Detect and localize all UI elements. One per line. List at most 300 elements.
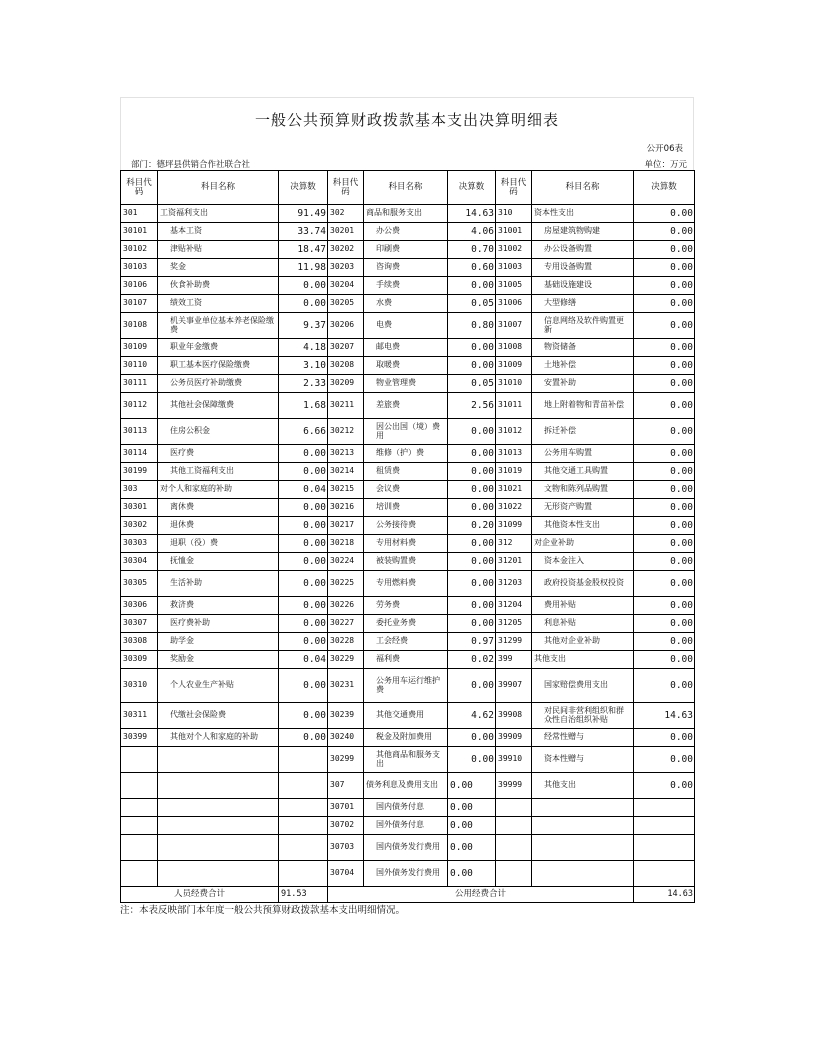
subject-code: 30305 xyxy=(121,571,158,597)
subject-name: 国家赔偿费用支出 xyxy=(532,669,634,703)
amount-value: 0.00 xyxy=(448,835,496,861)
subject-code: 31013 xyxy=(496,445,532,463)
subject-name: 其他工资福利支出 xyxy=(158,463,279,481)
amount-value: 91.49 xyxy=(279,205,328,223)
amount-value: 0.00 xyxy=(448,553,496,571)
amount-value: 4.18 xyxy=(279,339,328,357)
subject-code: 30215 xyxy=(328,481,364,499)
table-row xyxy=(121,223,695,241)
personnel-total-label: 人员经费合计 xyxy=(121,887,279,903)
amount-value: 0.00 xyxy=(448,597,496,615)
subject-code: 303 xyxy=(121,481,158,499)
subject-name: 信息网络及软件购置更新 xyxy=(532,313,634,339)
amount-value: 0.02 xyxy=(448,651,496,669)
subject-code: 30114 xyxy=(121,445,158,463)
subject-code: 301 xyxy=(121,205,158,223)
table-row xyxy=(121,861,695,887)
subject-code: 30109 xyxy=(121,339,158,357)
table-row xyxy=(121,393,695,419)
subject-name: 退休费 xyxy=(158,517,279,535)
subject-name: 专用燃料费 xyxy=(364,571,448,597)
subject-code: 30309 xyxy=(121,651,158,669)
subject-name: 费用补贴 xyxy=(532,597,634,615)
amount-value: 0.00 xyxy=(279,571,328,597)
subject-name: 公务用车购置 xyxy=(532,445,634,463)
subject-name: 无形资产购置 xyxy=(532,499,634,517)
amount-value: 3.10 xyxy=(279,357,328,375)
amount-value: 0.00 xyxy=(279,445,328,463)
table-row xyxy=(121,747,695,773)
subject-name: 资本性支出 xyxy=(532,205,634,223)
amount-value xyxy=(279,835,328,861)
subject-name: 办公设备购置 xyxy=(532,241,634,259)
subject-code: 312 xyxy=(496,535,532,553)
amount-value: 0.00 xyxy=(634,313,695,339)
subject-code: 30101 xyxy=(121,223,158,241)
amount-value: 0.00 xyxy=(279,277,328,295)
subject-name: 其他社会保障缴费 xyxy=(158,393,279,419)
subject-name: 物业管理费 xyxy=(364,375,448,393)
subject-code: 31008 xyxy=(496,339,532,357)
subject-code: 30204 xyxy=(328,277,364,295)
amount-value: 0.00 xyxy=(279,553,328,571)
subject-name: 税金及附加费用 xyxy=(364,729,448,747)
amount-value: 0.00 xyxy=(634,357,695,375)
subject-code: 30225 xyxy=(328,571,364,597)
expenditure-table xyxy=(120,170,695,903)
subject-name: 房屋建筑物购建 xyxy=(532,223,634,241)
amount-value: 0.00 xyxy=(279,295,328,313)
amount-value: 0.00 xyxy=(634,571,695,597)
subject-name: 对民间非营利组织和群众性自治组织补贴 xyxy=(532,703,634,729)
subject-name: 个人农业生产补贴 xyxy=(158,669,279,703)
table-row xyxy=(121,205,695,223)
subject-code: 30311 xyxy=(121,703,158,729)
subject-name xyxy=(158,861,279,887)
amount-value: 1.68 xyxy=(279,393,328,419)
subject-name: 其他交通费用 xyxy=(364,703,448,729)
subject-name xyxy=(158,747,279,773)
subject-code: 30107 xyxy=(121,295,158,313)
subject-name: 奖金 xyxy=(158,259,279,277)
subject-code: 39908 xyxy=(496,703,532,729)
table-row xyxy=(121,817,695,835)
subject-code: 30207 xyxy=(328,339,364,357)
subject-name: 公务用车运行维护费 xyxy=(364,669,448,703)
subject-code: 30201 xyxy=(328,223,364,241)
amount-value: 0.80 xyxy=(448,313,496,339)
amount-value: 0.00 xyxy=(448,861,496,887)
amount-value xyxy=(634,835,695,861)
amount-value: 0.00 xyxy=(634,669,695,703)
subject-code: 30227 xyxy=(328,615,364,633)
amount-value: 18.47 xyxy=(279,241,328,259)
subject-name: 工会经费 xyxy=(364,633,448,651)
subject-code: 31002 xyxy=(496,241,532,259)
subject-code: 31012 xyxy=(496,419,532,445)
amount-value: 0.60 xyxy=(448,259,496,277)
subject-name: 会议费 xyxy=(364,481,448,499)
amount-value xyxy=(279,773,328,799)
amount-value: 0.20 xyxy=(448,517,496,535)
subject-code: 30113 xyxy=(121,419,158,445)
report-meta xyxy=(120,140,694,170)
table-row xyxy=(121,535,695,553)
subject-code: 30212 xyxy=(328,419,364,445)
subject-code xyxy=(121,773,158,799)
amount-value: 4.62 xyxy=(448,703,496,729)
subject-name: 抚恤金 xyxy=(158,553,279,571)
subject-code: 31203 xyxy=(496,571,532,597)
amount-value: 0.00 xyxy=(634,259,695,277)
subject-code: 30224 xyxy=(328,553,364,571)
subject-code: 30703 xyxy=(328,835,364,861)
subject-name: 手续费 xyxy=(364,277,448,295)
table-row xyxy=(121,597,695,615)
amount-value: 0.00 xyxy=(279,729,328,747)
amount-value: 0.00 xyxy=(634,339,695,357)
amount-value xyxy=(634,799,695,817)
subject-code: 30229 xyxy=(328,651,364,669)
table-row xyxy=(121,651,695,669)
table-row xyxy=(121,633,695,651)
subject-code: 30203 xyxy=(328,259,364,277)
amount-value: 0.00 xyxy=(448,277,496,295)
subject-name xyxy=(158,799,279,817)
subject-code: 30110 xyxy=(121,357,158,375)
subject-code: 30308 xyxy=(121,633,158,651)
subject-name: 津贴补贴 xyxy=(158,241,279,259)
amount-value: 0.00 xyxy=(448,817,496,835)
subject-name xyxy=(158,773,279,799)
subject-code: 31205 xyxy=(496,615,532,633)
subject-name: 安置补助 xyxy=(532,375,634,393)
subject-code: 30213 xyxy=(328,445,364,463)
subject-code: 39910 xyxy=(496,747,532,773)
amount-value: 0.00 xyxy=(448,339,496,357)
subject-name: 救济费 xyxy=(158,597,279,615)
subject-name xyxy=(158,817,279,835)
subject-name: 其他对个人和家庭的补助 xyxy=(158,729,279,747)
subject-name: 政府投资基金股权投资 xyxy=(532,571,634,597)
amount-value: 0.04 xyxy=(279,481,328,499)
subject-name xyxy=(532,817,634,835)
subject-name: 代缴社会保险费 xyxy=(158,703,279,729)
amount-value: 0.00 xyxy=(634,633,695,651)
subject-name: 国内债务发行费用 xyxy=(364,835,448,861)
header-amount: 决算数 xyxy=(279,171,328,205)
amount-value: 2.33 xyxy=(279,375,328,393)
table-row xyxy=(121,481,695,499)
subject-code: 31201 xyxy=(496,553,532,571)
subject-code: 30111 xyxy=(121,375,158,393)
subject-code xyxy=(121,861,158,887)
subject-name: 经常性赠与 xyxy=(532,729,634,747)
subject-code: 31010 xyxy=(496,375,532,393)
amount-value: 2.56 xyxy=(448,393,496,419)
header-code: 科目代码 xyxy=(496,171,532,205)
subject-name: 国外债务发行费用 xyxy=(364,861,448,887)
amount-value: 0.00 xyxy=(448,499,496,517)
subject-code xyxy=(496,835,532,861)
subject-code: 307 xyxy=(328,773,364,799)
subject-name: 其他商品和服务支出 xyxy=(364,747,448,773)
subject-code: 30303 xyxy=(121,535,158,553)
subject-code: 31099 xyxy=(496,517,532,535)
subject-name: 助学金 xyxy=(158,633,279,651)
subject-code xyxy=(496,861,532,887)
amount-value: 0.00 xyxy=(634,747,695,773)
subject-code: 30211 xyxy=(328,393,364,419)
amount-value: 6.66 xyxy=(279,419,328,445)
amount-value: 0.00 xyxy=(634,499,695,517)
table-row xyxy=(121,703,695,729)
subject-code xyxy=(496,817,532,835)
amount-value: 0.00 xyxy=(634,375,695,393)
subject-name: 福利费 xyxy=(364,651,448,669)
subject-name: 退职（役）费 xyxy=(158,535,279,553)
table-row xyxy=(121,241,695,259)
subject-name: 印刷费 xyxy=(364,241,448,259)
subject-name: 专用材料费 xyxy=(364,535,448,553)
amount-value: 0.00 xyxy=(634,205,695,223)
subject-code: 30108 xyxy=(121,313,158,339)
subject-name: 资本性赠与 xyxy=(532,747,634,773)
table-row xyxy=(121,357,695,375)
subject-code xyxy=(496,799,532,817)
footnote: 注：本表反映部门本年度一般公共预算财政拨款基本支出明细情况。 xyxy=(120,905,406,916)
subject-name: 委托业务费 xyxy=(364,615,448,633)
subject-name: 国内债务付息 xyxy=(364,799,448,817)
amount-value: 0.00 xyxy=(448,747,496,773)
subject-name: 对企业补助 xyxy=(532,535,634,553)
subject-name: 邮电费 xyxy=(364,339,448,357)
subject-code: 30231 xyxy=(328,669,364,703)
form-number: 公开06表 xyxy=(646,144,683,154)
amount-value: 14.63 xyxy=(448,205,496,223)
subject-name: 水费 xyxy=(364,295,448,313)
amount-value: 33.74 xyxy=(279,223,328,241)
subject-code: 30704 xyxy=(328,861,364,887)
table-row xyxy=(121,517,695,535)
subject-code: 30217 xyxy=(328,517,364,535)
amount-value: 0.00 xyxy=(448,463,496,481)
subject-code: 30208 xyxy=(328,357,364,375)
amount-value: 0.00 xyxy=(634,295,695,313)
amount-value: 0.00 xyxy=(634,223,695,241)
department-label: 部门：德坪县供销合作社联合社 xyxy=(131,160,251,170)
subject-name: 其他对企业补助 xyxy=(532,633,634,651)
table-row xyxy=(121,259,695,277)
amount-value: 0.00 xyxy=(634,445,695,463)
amount-value: 14.63 xyxy=(634,703,695,729)
subject-name: 机关事业单位基本养老保险缴费 xyxy=(158,313,279,339)
header-name: 科目名称 xyxy=(364,171,448,205)
amount-value: 0.70 xyxy=(448,241,496,259)
public-total-value: 14.63 xyxy=(634,887,695,903)
amount-value: 0.00 xyxy=(634,773,695,799)
totals-row xyxy=(121,887,695,903)
subject-name xyxy=(532,799,634,817)
table-row xyxy=(121,799,695,817)
subject-code xyxy=(121,817,158,835)
amount-value: 0.00 xyxy=(279,615,328,633)
subject-code: 30205 xyxy=(328,295,364,313)
subject-code: 39999 xyxy=(496,773,532,799)
amount-value: 0.00 xyxy=(634,277,695,295)
subject-name xyxy=(532,861,634,887)
subject-code: 31299 xyxy=(496,633,532,651)
amount-value: 0.00 xyxy=(448,535,496,553)
amount-value: 0.00 xyxy=(279,669,328,703)
subject-name: 大型修缮 xyxy=(532,295,634,313)
subject-code: 30206 xyxy=(328,313,364,339)
subject-name: 其他支出 xyxy=(532,651,634,669)
table-row xyxy=(121,571,695,597)
amount-value: 0.00 xyxy=(279,463,328,481)
table-row xyxy=(121,615,695,633)
subject-name: 商品和服务支出 xyxy=(364,205,448,223)
subject-name: 地上附着物和青苗补偿 xyxy=(532,393,634,419)
table-row xyxy=(121,729,695,747)
amount-value: 0.00 xyxy=(634,535,695,553)
subject-name: 劳务费 xyxy=(364,597,448,615)
amount-value: 0.00 xyxy=(448,419,496,445)
subject-name xyxy=(532,835,634,861)
subject-name: 被装购置费 xyxy=(364,553,448,571)
subject-name: 住房公积金 xyxy=(158,419,279,445)
amount-value xyxy=(279,799,328,817)
subject-code: 39909 xyxy=(496,729,532,747)
subject-name: 办公费 xyxy=(364,223,448,241)
subject-code: 31011 xyxy=(496,393,532,419)
amount-value xyxy=(634,817,695,835)
subject-code: 31021 xyxy=(496,481,532,499)
subject-name: 离休费 xyxy=(158,499,279,517)
amount-value: 0.00 xyxy=(634,517,695,535)
subject-name: 公务接待费 xyxy=(364,517,448,535)
subject-code: 30304 xyxy=(121,553,158,571)
amount-value: 4.06 xyxy=(448,223,496,241)
subject-code: 31009 xyxy=(496,357,532,375)
amount-value: 0.00 xyxy=(634,463,695,481)
subject-name: 差旅费 xyxy=(364,393,448,419)
amount-value xyxy=(634,861,695,887)
subject-code: 30302 xyxy=(121,517,158,535)
table-body xyxy=(121,205,695,887)
amount-value: 0.00 xyxy=(634,241,695,259)
subject-code: 30239 xyxy=(328,703,364,729)
subject-code: 39907 xyxy=(496,669,532,703)
subject-name: 租赁费 xyxy=(364,463,448,481)
public-total-label: 公用经费合计 xyxy=(328,887,634,903)
subject-code: 31019 xyxy=(496,463,532,481)
subject-code: 30299 xyxy=(328,747,364,773)
subject-name: 资本金注入 xyxy=(532,553,634,571)
subject-code: 399 xyxy=(496,651,532,669)
subject-code: 31005 xyxy=(496,277,532,295)
table-row xyxy=(121,339,695,357)
table-row xyxy=(121,553,695,571)
subject-name: 其他交通工具购置 xyxy=(532,463,634,481)
table-row xyxy=(121,313,695,339)
amount-value: 0.00 xyxy=(448,615,496,633)
amount-value xyxy=(279,861,328,887)
subject-name: 文物和陈列品购置 xyxy=(532,481,634,499)
amount-value: 0.00 xyxy=(279,535,328,553)
amount-value: 0.00 xyxy=(279,703,328,729)
subject-name: 奖励金 xyxy=(158,651,279,669)
report-title: 一般公共预算财政拨款基本支出决算明细表 xyxy=(120,97,694,140)
subject-code: 30214 xyxy=(328,463,364,481)
subject-code: 30112 xyxy=(121,393,158,419)
amount-value: 0.00 xyxy=(448,357,496,375)
header-code: 科目代码 xyxy=(328,171,364,205)
subject-code: 302 xyxy=(328,205,364,223)
subject-name: 电费 xyxy=(364,313,448,339)
personnel-total-value: 91.53 xyxy=(279,887,328,903)
subject-code: 30307 xyxy=(121,615,158,633)
header-name: 科目名称 xyxy=(532,171,634,205)
amount-value: 0.00 xyxy=(279,517,328,535)
subject-name: 拆迁补偿 xyxy=(532,419,634,445)
subject-code: 31003 xyxy=(496,259,532,277)
amount-value: 0.05 xyxy=(448,375,496,393)
subject-name: 利息补贴 xyxy=(532,615,634,633)
amount-value: 0.00 xyxy=(448,773,496,799)
subject-name: 绩效工资 xyxy=(158,295,279,313)
amount-value: 0.00 xyxy=(279,597,328,615)
amount-value: 0.00 xyxy=(634,597,695,615)
subject-name: 基本工资 xyxy=(158,223,279,241)
table-row xyxy=(121,669,695,703)
amount-value: 9.37 xyxy=(279,313,328,339)
table-row xyxy=(121,295,695,313)
header-name: 科目名称 xyxy=(158,171,279,205)
amount-value: 0.00 xyxy=(448,481,496,499)
amount-value: 0.00 xyxy=(448,445,496,463)
subject-name: 对个人和家庭的补助 xyxy=(158,481,279,499)
subject-name: 物资储备 xyxy=(532,339,634,357)
subject-code: 30202 xyxy=(328,241,364,259)
header-amount: 决算数 xyxy=(634,171,695,205)
subject-name: 职工基本医疗保险缴费 xyxy=(158,357,279,375)
subject-name: 咨询费 xyxy=(364,259,448,277)
table-row xyxy=(121,463,695,481)
amount-value: 0.04 xyxy=(279,651,328,669)
amount-value: 0.00 xyxy=(634,615,695,633)
subject-name: 其他支出 xyxy=(532,773,634,799)
subject-code: 31006 xyxy=(496,295,532,313)
amount-value xyxy=(279,747,328,773)
subject-code xyxy=(121,747,158,773)
subject-code: 31007 xyxy=(496,313,532,339)
subject-code: 30301 xyxy=(121,499,158,517)
subject-name: 其他资本性支出 xyxy=(532,517,634,535)
subject-name: 债务利息及费用支出 xyxy=(364,773,448,799)
subject-name: 国外债务付息 xyxy=(364,817,448,835)
subject-code: 30209 xyxy=(328,375,364,393)
subject-code: 30240 xyxy=(328,729,364,747)
amount-value: 0.00 xyxy=(634,393,695,419)
subject-name: 公务员医疗补助缴费 xyxy=(158,375,279,393)
amount-value: 0.00 xyxy=(448,729,496,747)
subject-name: 工资福利支出 xyxy=(158,205,279,223)
header-code: 科目代码 xyxy=(121,171,158,205)
amount-value: 0.00 xyxy=(279,633,328,651)
subject-name: 伙食补助费 xyxy=(158,277,279,295)
header-amount: 决算数 xyxy=(448,171,496,205)
